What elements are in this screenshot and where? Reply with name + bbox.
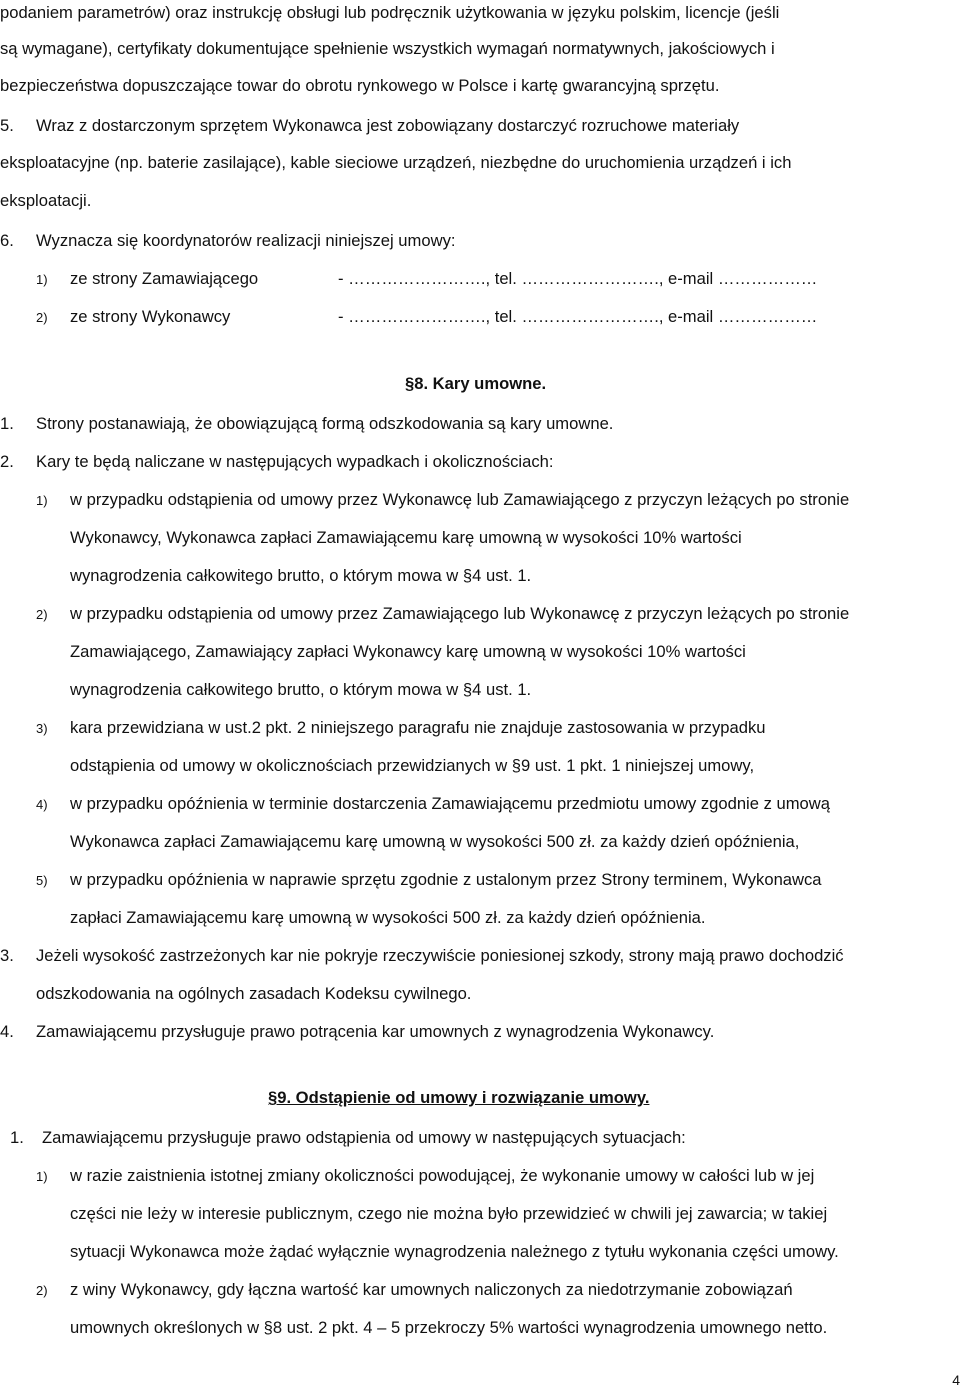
text-line: w przypadku opóźnienia w naprawie sprzętu zgodnie z ustalonym przez Strony terminem, Wykonawca <box>70 870 822 889</box>
text-line: wynagrodzenia całkowitego brutto, o którym mowa w §4 ust. 1. <box>70 680 532 699</box>
text-line: kara przewidziana w ust.2 pkt. 2 niniejszego paragrafu nie znajduje zastosowania w przypadku <box>70 718 766 737</box>
sub-number: 2) <box>36 1283 48 1298</box>
list-number: 5. <box>0 116 14 135</box>
text-line: bezpieczeństwa dopuszczające towar do obrotu rynkowego w Polsce i kartę gwarancyjną sprzętu. <box>0 76 720 95</box>
list-number: 1. <box>10 1128 24 1147</box>
list-number: 2. <box>0 452 14 471</box>
text-line: zapłaci Zamawiającemu karę umowną w wysokości 500 zł. za każdy dzień opóźnienia. <box>70 908 706 927</box>
text-line: Zamawiającego, Zamawiający zapłaci Wykonawcy karę umowną w wysokości 10% wartości <box>70 642 746 661</box>
sub-number: 5) <box>36 873 48 888</box>
text-line: odstąpienia od umowy w okolicznościach przewidzianych w §9 ust. 1 pkt. 1 niniejszej umowy, <box>70 756 755 775</box>
text-line: Jeżeli wysokość zastrzeżonych kar nie pokryje rzeczywiście poniesionej szkody, strony mają prawo dochodzić <box>36 946 844 965</box>
coordinator-label: ze strony Wykonawcy <box>70 307 231 326</box>
section-title: §9. Odstąpienie od umowy i rozwiązanie umowy. <box>268 1088 650 1107</box>
text-line: części nie leży w interesie publicznym, czego nie można było przewidzieć w chwili jej zawarcia; w takiej <box>70 1204 828 1223</box>
sub-number: 4) <box>36 797 48 812</box>
text-line: eksploatacji. <box>0 191 92 210</box>
text-line: w przypadku odstąpienia od umowy przez Wykonawcę lub Zamawiającego z przyczyn leżących po stronie <box>70 490 850 509</box>
text-line: Kary te będą naliczane w następujących wypadkach i okolicznościach: <box>36 452 554 471</box>
text-line: Zamawiającemu przysługuje prawo odstąpienia od umowy w następujących sytuacjach: <box>42 1128 686 1147</box>
text-line: w przypadku opóźnienia w terminie dostarczenia Zamawiającemu przedmiotu umowy zgodnie z umową <box>70 794 830 813</box>
text-line: Zamawiającemu przysługuje prawo potrącenia kar umownych z wynagrodzenia Wykonawcy. <box>36 1022 715 1041</box>
sub-number: 1) <box>36 1169 48 1184</box>
text-line: wynagrodzenia całkowitego brutto, o którym mowa w §4 ust. 1. <box>70 566 532 585</box>
list-number: 1. <box>0 414 14 433</box>
text-line: Wraz z dostarczonym sprzętem Wykonawca jest zobowiązany dostarczyć rozruchowe materiały <box>36 116 740 135</box>
list-number: 6. <box>0 231 14 250</box>
justified-line <box>36 115 958 137</box>
sub-number: 3) <box>36 721 48 736</box>
text-line: z winy Wykonawcy, gdy łączna wartość kar umownych naliczonych za niedotrzymanie zobowiązań <box>70 1280 793 1299</box>
text-line: Wyznacza się koordynatorów realizacji niniejszej umowy: <box>36 231 456 250</box>
text-line: eksploatacyjne (np. baterie zasilające), kable sieciowe urządzeń, niezbędne do uruchomienia urządzeń i ich <box>0 153 792 172</box>
coordinator-fill: - ……………………., tel. ……………………., e-mail ……………… <box>338 307 818 326</box>
text-line: sytuacji Wykonawca może żądać wyłącznie wynagrodzenia należnego z tytułu wykonania części umowy. <box>70 1242 839 1261</box>
text-line: podaniem parametrów) oraz instrukcję obsługi lub podręcznik użytkowania w języku polskim, licencje (jeśli <box>0 3 780 22</box>
text-line: umownych określonych w §8 ust. 2 pkt. 4 – 5 przekroczy 5% wartości wynagrodzenia umownego netto. <box>70 1318 828 1337</box>
text-line: Strony postanawiają, że obowiązującą formą odszkodowania są kary umowne. <box>36 414 614 433</box>
coordinator-fill: - ……………………., tel. ……………………., e-mail ……………… <box>338 269 818 288</box>
sub-number: 1) <box>36 272 48 287</box>
coordinator-label: ze strony Zamawiającego <box>70 269 259 288</box>
text-line: w razie zaistnienia istotnej zmiany okoliczności powodującej, że wykonanie umowy w całości lub w jej <box>70 1166 815 1185</box>
list-number: 4. <box>0 1022 14 1041</box>
page-number: 4 <box>952 1372 960 1388</box>
sub-number: 2) <box>36 607 48 622</box>
sub-number: 2) <box>36 310 48 325</box>
text-line: w przypadku odstąpienia od umowy przez Zamawiającego lub Wykonawcę z przyczyn leżących po stronie <box>70 604 850 623</box>
text-line: są wymagane), certyfikaty dokumentujące spełnienie wszystkich wymagań normatywnych, jakościowych i <box>0 39 775 58</box>
list-number: 3. <box>0 946 14 965</box>
text-line: Wykonawcy, Wykonawca zapłaci Zamawiającemu karę umowną w wysokości 10% wartości <box>70 528 742 547</box>
sub-number: 1) <box>36 493 48 508</box>
text-line: Wykonawca zapłaci Zamawiającemu karę umowną w wysokości 500 zł. za każdy dzień opóźnienia, <box>70 832 800 851</box>
text-line: odszkodowania na ogólnych zasadach Kodeksu cywilnego. <box>36 984 472 1003</box>
section-title: §8. Kary umowne. <box>405 374 547 393</box>
